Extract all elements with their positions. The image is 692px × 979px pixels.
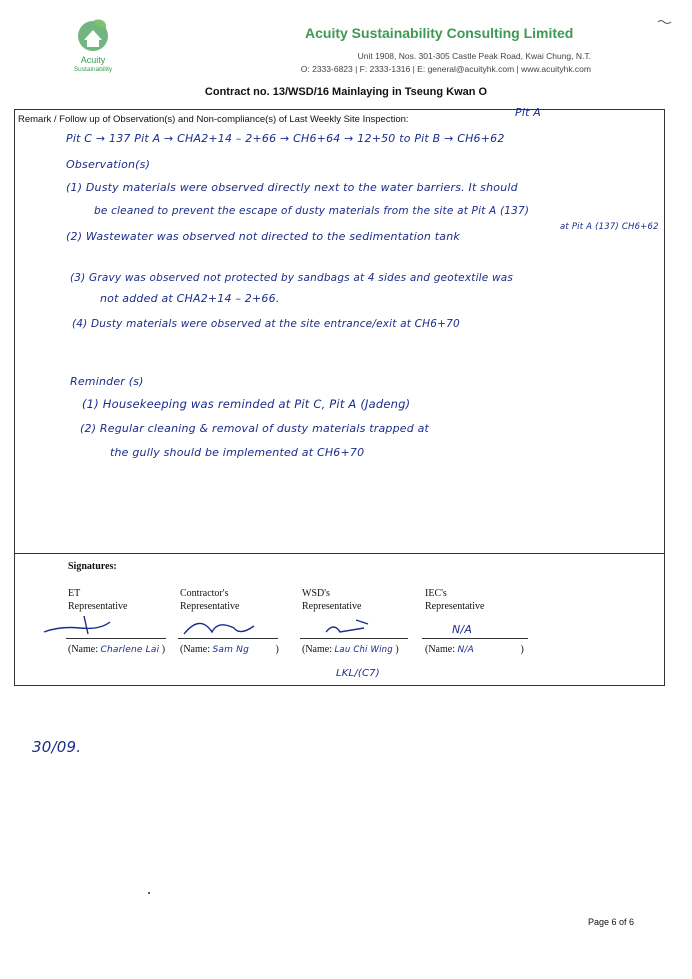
- logo-text: [73, 55, 113, 75]
- contractor-signature-line: [178, 638, 278, 639]
- iec-role: [425, 587, 484, 613]
- wsd-extra-note: LKL/(C7): [336, 668, 380, 679]
- hand-date-note: 30/09.: [32, 738, 82, 756]
- corner-mark: [657, 14, 673, 32]
- hand-obs1-a: (1) Dusty materials were observed directly next to the water barriers. It should: [66, 181, 518, 194]
- iec-role-line2: Representative: [425, 601, 485, 612]
- company-logo: [72, 14, 114, 54]
- hand-obs2-b: at Pit A (137) CH6+62: [560, 222, 659, 232]
- remark-label: Remark / Follow up of Observation(s) and Non-compliance(s) of Last Weekly Site Inspection:: [18, 114, 409, 125]
- wsd-name-close: ): [395, 644, 399, 655]
- iec-name: [425, 644, 524, 655]
- hand-obs1-b: be cleaned to prevent the escape of dusty materials from the site at Pit A (137): [94, 205, 530, 217]
- contractor-name: [180, 644, 279, 655]
- signatures-title: Signatures:: [68, 561, 117, 572]
- iec-signature-line: [422, 638, 528, 639]
- contractor-name-close: ): [275, 644, 279, 655]
- et-name-value: Charlene Lai: [100, 645, 160, 655]
- et-role-line2: Representative: [68, 601, 128, 612]
- company-address: [301, 50, 591, 76]
- wsd-name: [302, 644, 399, 655]
- address-line: Unit 1908, Nos. 301-305 Castle Peak Road, Kwai Chung, N.T.: [357, 51, 591, 61]
- hand-route-line: Pit C → 137 Pit A → CHA2+14 – 2+66 → CH6+64 → 12+50 to Pit B → CH6+62: [66, 132, 505, 145]
- contract-title: Contract no. 13/WSD/16 Mainlaying in Tseung Kwan O: [204, 86, 488, 98]
- wsd-role: [302, 587, 361, 613]
- logo-name: Acuity: [80, 55, 106, 65]
- iec-name-value: N/A: [457, 645, 475, 655]
- contractor-role-line2: Representative: [180, 601, 240, 612]
- iec-name-label: (Name:: [425, 644, 455, 655]
- wsd-role-line1: WSD's: [302, 588, 330, 599]
- hand-obs3-a: (3) Gravy was observed not protected by sandbags at 4 sides and geotextile was: [70, 272, 514, 284]
- iec-role-line1: IEC's: [425, 588, 447, 599]
- et-signature-line: [66, 638, 166, 639]
- wsd-role-line2: Representative: [302, 601, 362, 612]
- wsd-name-value: Lau Chi Wing: [334, 645, 393, 655]
- hand-observation-heading: Observation(s): [66, 158, 151, 171]
- et-name: [68, 644, 165, 655]
- et-name-label: (Name:: [68, 644, 98, 655]
- logo-sub: Sustainability: [73, 66, 113, 73]
- contact-line: O: 2333-6823 | F: 2333-1316 | E: general@acuityhk.com | www.acuityhk.com: [300, 64, 591, 74]
- iec-name-close: ): [520, 644, 524, 655]
- hand-obs2-a: (2) Wastewater was observed not directed to the sedimentation tank: [66, 230, 460, 243]
- page-number: Page 6 of 6: [588, 917, 635, 927]
- et-role-line1: ET: [68, 588, 81, 599]
- hand-rem1: (1) Housekeeping was reminded at Pit C, Pit A (Jadeng): [82, 397, 411, 411]
- contractor-name-label: (Name:: [180, 644, 210, 655]
- contractor-signature-scribble: [178, 610, 268, 645]
- hand-rem2-a: (2) Regular cleaning & removal of dusty materials trapped at: [80, 422, 430, 435]
- stray-mark: [148, 892, 150, 894]
- hand-reminder-heading: Reminder (s): [70, 375, 144, 388]
- wsd-name-label: (Name:: [302, 644, 332, 655]
- hand-obs3-b: not added at CHA2+14 – 2+66.: [100, 292, 280, 305]
- signature-divider: [14, 553, 665, 554]
- wsd-signature-line: [300, 638, 408, 639]
- company-name: Acuity Sustainability Consulting Limited: [305, 25, 574, 41]
- contractor-role-line1: Contractor's: [180, 588, 229, 599]
- iec-signature: N/A: [452, 623, 473, 636]
- et-name-close: ): [161, 644, 166, 655]
- hand-obs4: (4) Dusty materials were observed at the site entrance/exit at CH6+70: [72, 318, 460, 330]
- hand-top-note: Pit A: [515, 106, 542, 119]
- contractor-name-value: Sam Ng: [212, 645, 250, 655]
- et-role: [68, 587, 127, 613]
- hand-rem2-b: the gully should be implemented at CH6+70: [110, 446, 365, 459]
